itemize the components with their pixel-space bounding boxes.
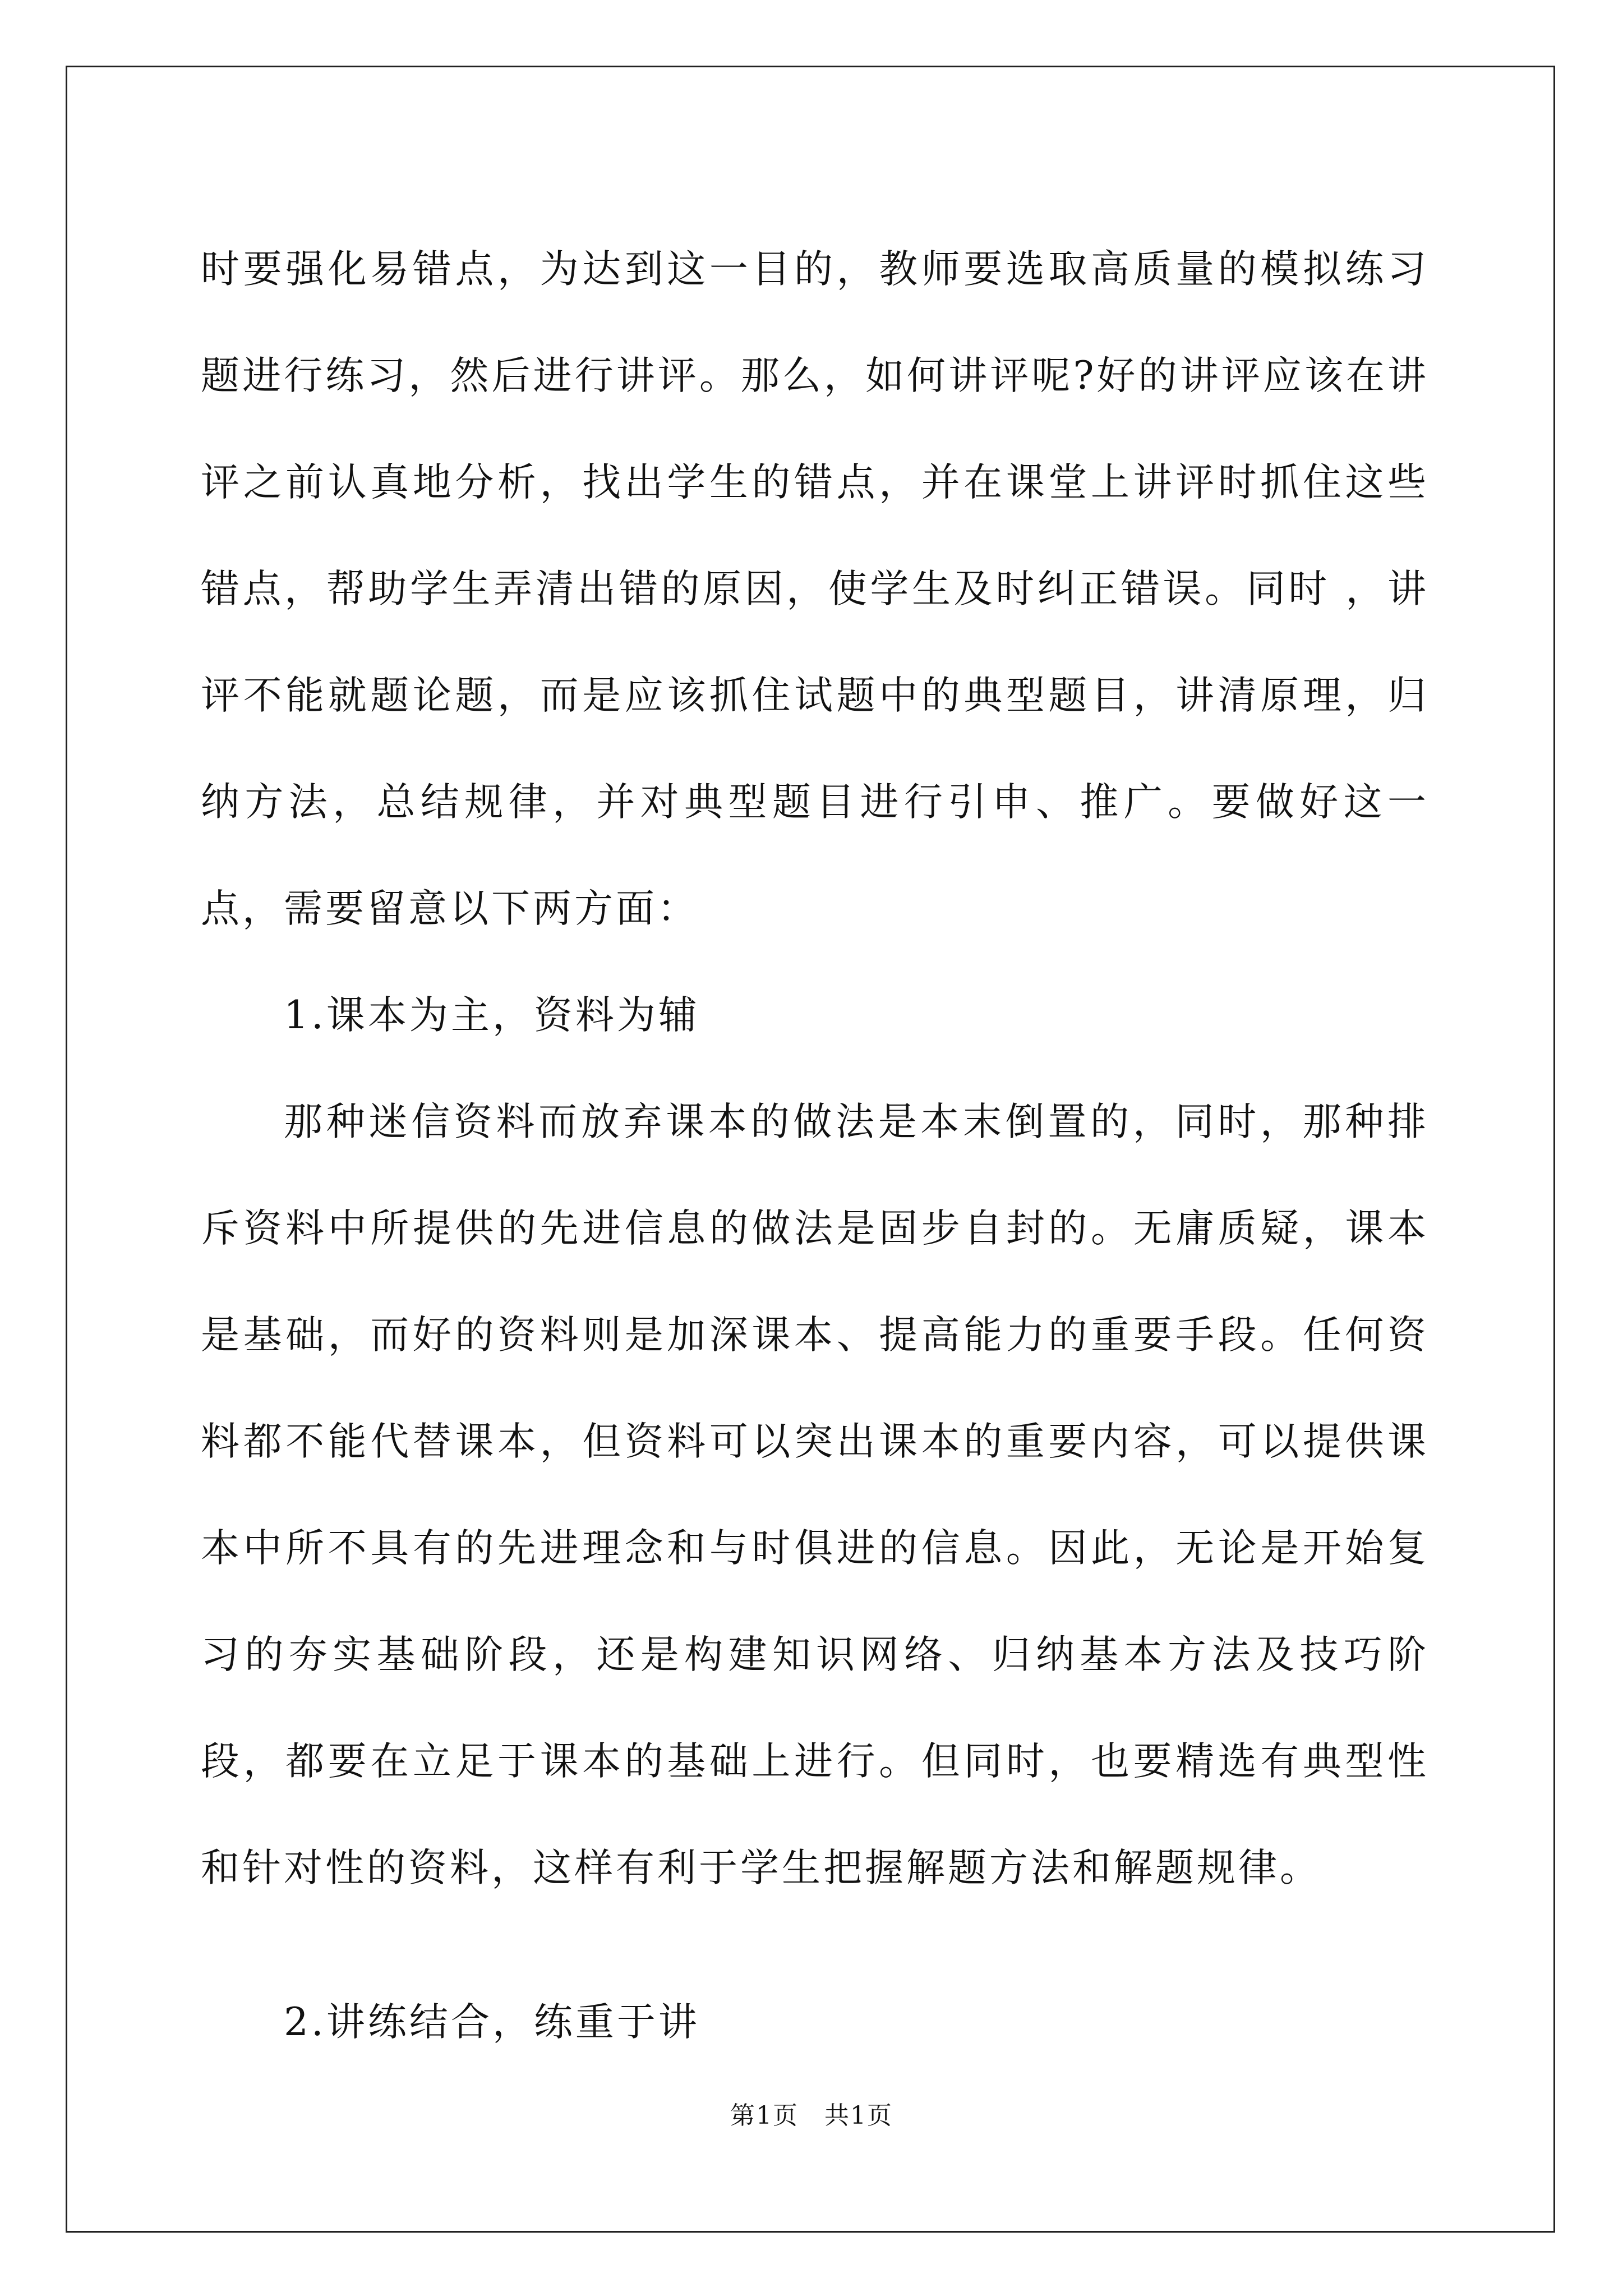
paragraph-textbook-materials: 那种迷信资料而放弃课本的做法是本末倒置的，同时，那种排斥资料中所提供的先进信息的做法是固步自封的。无庸质疑，课本是基础，而好的资料则是加深课本、提高能力的重要手段。任何资料都不能代替课本，但资料可以突出课本的重要内容，可以提供课本中所不具有的先进理念和与时俱进的信息。因此，无论是开始复习的夯实基础阶段，还是构建知识网络、归纳基本方法及技巧阶段，都要在立足于课本的基础上进行。但同时，也要精选有典型性和针对性的资料，这样有利于学生把握解题方法和解题规律。 (201, 1099, 1429, 1890)
page-footer: 第1页 共1页 (730, 2101, 893, 2130)
document-body (201, 216, 1429, 2076)
section-heading-1: 1.课本为主，资料为辅 (284, 993, 700, 1038)
section-heading-2: 2.讲练结合，练重于讲 (284, 2000, 700, 2045)
paragraph-intro: 时要强化易错点，为达到这一目的，教师要选取高质量的模拟练习题进行练习，然后进行讲评。那么，如何讲评呢?好的讲评应该在讲评之前认真地分析，找出学生的错点，并在课堂上讲评时抓住这些错点，帮助学生弄清出错的原因，使学生及时纠正错误。同时 ，讲评不能就题论题，而是应该抓住试题中的典型题目，讲清原理，归纳方法，总结规律，并对典型题目进行引申、推广。要做好这一点，需要留意以下两方面： (201, 247, 1429, 931)
